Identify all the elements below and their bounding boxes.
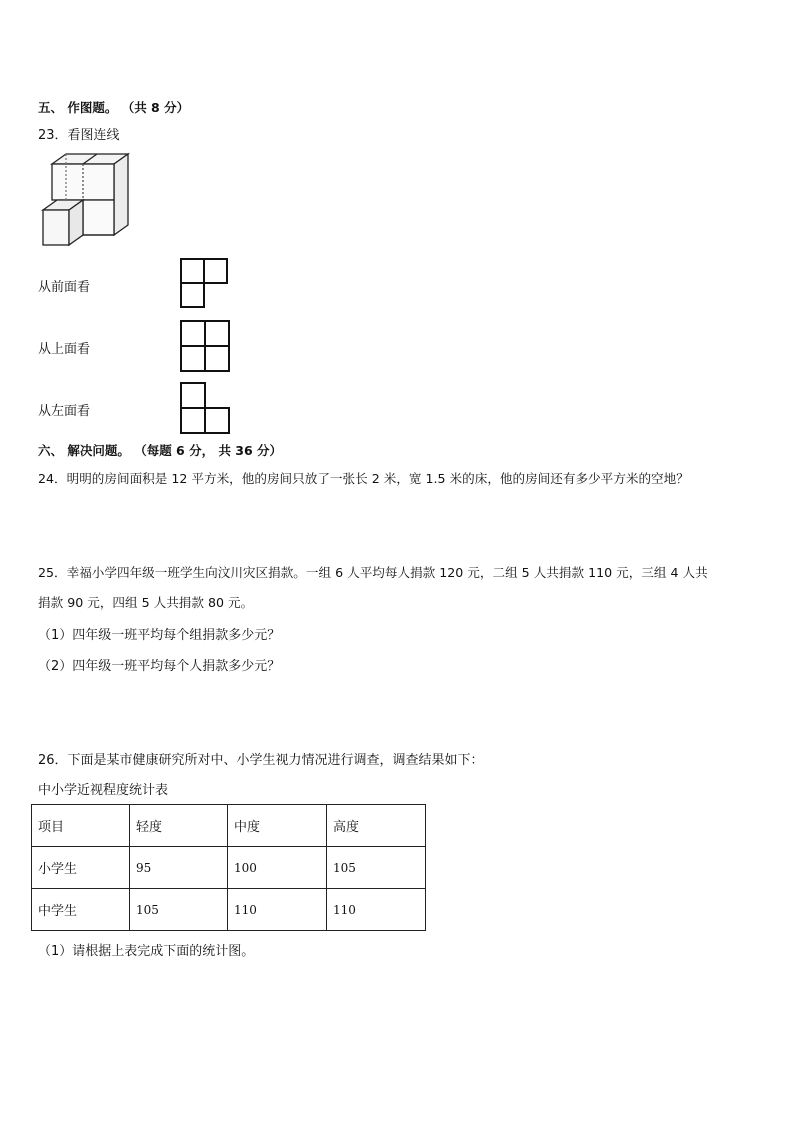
left-view-shape-icon[interactable] — [179, 381, 233, 437]
view-label-left: 从左面看 — [38, 404, 91, 419]
table-row — [32, 889, 426, 931]
table-cell: 105 — [327, 847, 426, 889]
table-header-cell: 高度 — [327, 805, 426, 847]
question-25-line-2: 捐款 90 元，四组 5 人共捐款 80 元。 — [38, 595, 254, 610]
question-25-sub-2: （2）四年级一班平均每个人捐款多少元？ — [38, 659, 281, 674]
table-header-row — [32, 805, 426, 847]
table-title: 中小学近视程度统计表 — [38, 783, 169, 798]
table-row — [32, 847, 426, 889]
myopia-stats-table — [31, 804, 426, 931]
table-cell: 100 — [228, 847, 327, 889]
question-23-text: 23．看图连线 — [38, 128, 120, 143]
table-header-cell: 中度 — [228, 805, 327, 847]
top-view-shape-icon[interactable] — [179, 319, 233, 375]
section-5-title: 五、 作图题。 （共 8 分） — [38, 100, 190, 115]
table-cell: 105 — [130, 889, 228, 931]
table-row-label: 中学生 — [32, 889, 130, 931]
view-label-top: 从上面看 — [38, 342, 91, 357]
view-label-front: 从前面看 — [38, 280, 91, 295]
section-6-title: 六、 解决问题。 （每题 6 分， 共 36 分） — [38, 443, 283, 458]
question-25-line-1: 25．幸福小学四年级一班学生向汶川灾区捐款。一组 6 人平均每人捐款 120 元，二组 5 人共捐款 110 元，三组 4 人共 — [38, 565, 708, 580]
table-row-label: 小学生 — [32, 847, 130, 889]
table-header-cell: 轻度 — [130, 805, 228, 847]
question-25-sub-1: （1）四年级一班平均每个组捐款多少元？ — [38, 628, 281, 643]
front-view-shape-icon[interactable] — [179, 257, 231, 311]
table-cell: 110 — [327, 889, 426, 931]
table-cell: 110 — [228, 889, 327, 931]
question-26-sub-1: （1）请根据上表完成下面的统计图。 — [38, 944, 255, 959]
question-26-text: 26．下面是某市健康研究所对中、小学生视力情况进行调查，调查结果如下： — [38, 753, 484, 768]
table-header-cell: 项目 — [32, 805, 130, 847]
table-cell: 95 — [130, 847, 228, 889]
question-24-text: 24．明明的房间面积是 12 平方米，他的房间只放了一张长 2 米，宽 1.5 米的床，他的房间还有多少平方米的空地？ — [38, 471, 689, 486]
cube-solid-figure — [38, 150, 133, 250]
